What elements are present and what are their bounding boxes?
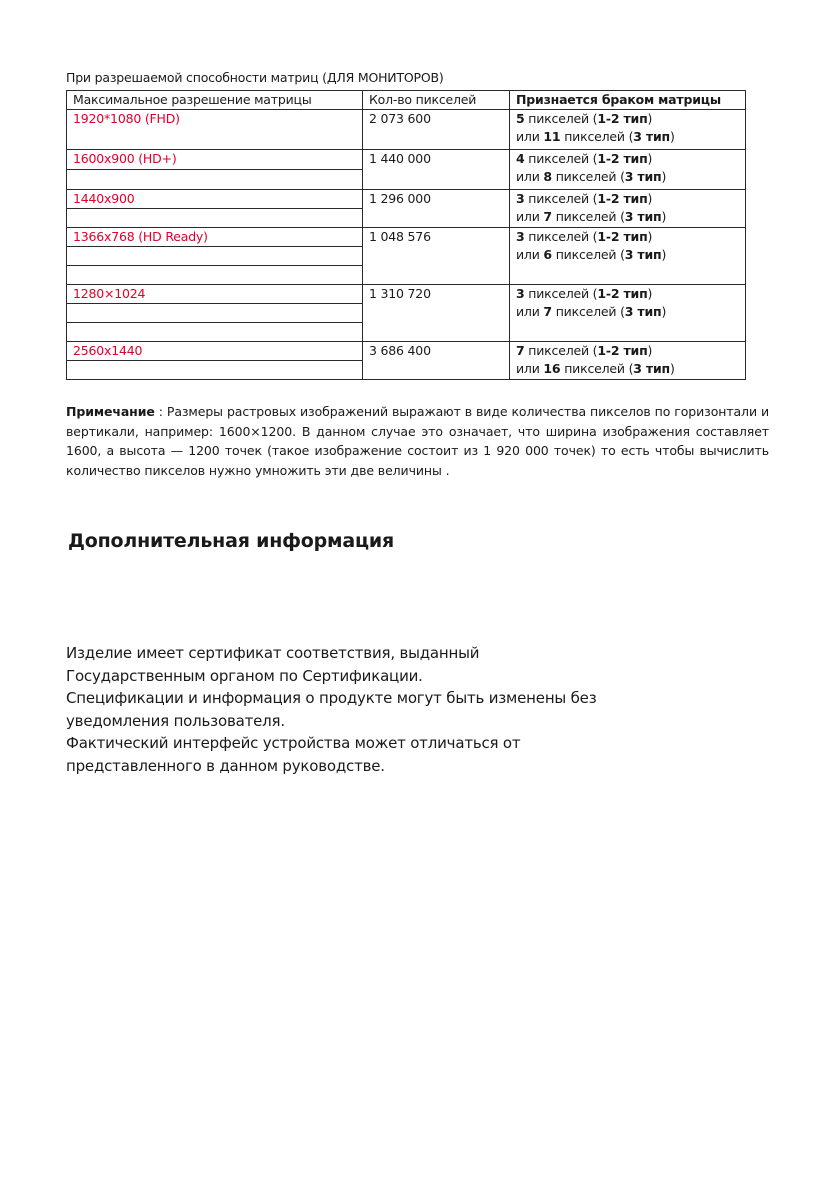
resolution-cell: 1920*1080 (FHD) [67,110,363,150]
table-row [67,190,746,209]
info-line: Фактический интерфейс устройства может отличаться от [66,734,521,753]
empty-cell [67,209,363,228]
pixel-count-cell: 1 296 000 [363,190,510,228]
table-row [67,150,746,170]
resolution-cell: 1600x900 (HD+) [67,150,363,170]
pixel-count-cell: 1 310 720 [363,285,510,342]
defect-cell: 3 пикселей (1-2 тип) или 7 пикселей (3 тип) [510,285,746,342]
empty-cell [67,304,363,323]
header-pixel-count: Кол-во пикселей [363,91,510,110]
defect-cell: 4 пикселей (1-2 тип) или 8 пикселей (3 тип) [510,150,746,190]
resolution-cell: 2560x1440 [67,342,363,361]
defect-cell: 7 пикселей (1-2 тип) или 16 пикселей (3 тип) [510,342,746,380]
empty-cell [67,170,363,190]
defect-cell: 3 пикселей (1-2 тип) или 6 пикселей (3 тип) [510,228,746,285]
note-label: Примечание [66,404,155,419]
header-defect-criteria: Признается браком матрицы [510,91,746,110]
header-resolution: Максимальное разрешение матрицы [67,91,363,110]
empty-cell [67,247,363,266]
table-row [67,342,746,361]
table-caption: При разрешаемой способности матриц (ДЛЯ МОНИТОРОВ) [66,70,444,85]
info-line: Государственным органом по Сертификации. [66,666,423,685]
info-line: Спецификации и информация о продукте могут быть изменены без [66,689,597,708]
note-paragraph [66,402,769,480]
pixel-count-cell: 2 073 600 [363,110,510,150]
defect-cell: 3 пикселей (1-2 тип) или 7 пикселей (3 тип) [510,190,746,228]
info-line: представленного в данном руководстве. [66,756,385,775]
empty-cell [67,361,363,380]
info-line: уведомления пользователя. [66,711,285,730]
table-row [67,228,746,247]
defect-criteria-table [66,90,746,380]
defect-cell: 5 пикселей (1-2 тип) или 11 пикселей (3 тип) [510,110,746,150]
section-title: Дополнительная информация [68,530,394,552]
pixel-count-cell: 3 686 400 [363,342,510,380]
pixel-count-cell: 1 048 576 [363,228,510,285]
empty-cell [67,323,363,342]
table-row [67,110,746,130]
table-row [67,285,746,304]
table-header-row [67,91,746,110]
resolution-cell: 1366x768 (HD Ready) [67,228,363,247]
resolution-cell: 1280×1024 [67,285,363,304]
pixel-count-cell: 1 440 000 [363,150,510,190]
note-text: : Размеры растровых изображений выражают в виде количества пикселов по горизонтали и вертикали, например: 1600×1200. В данном случае это означает, что ширина изображения составляет 1600, а высота — 1200 точек (такое изображение состоит из 1 920 000 точек) то есть чтобы вычислить количество пикселов нужно умножить эти две величины . [66,404,769,478]
info-line: Изделие имеет сертификат соответствия, выданный [66,644,480,662]
additional-info [66,642,706,778]
resolution-cell: 1440x900 [67,190,363,209]
empty-cell [67,266,363,285]
